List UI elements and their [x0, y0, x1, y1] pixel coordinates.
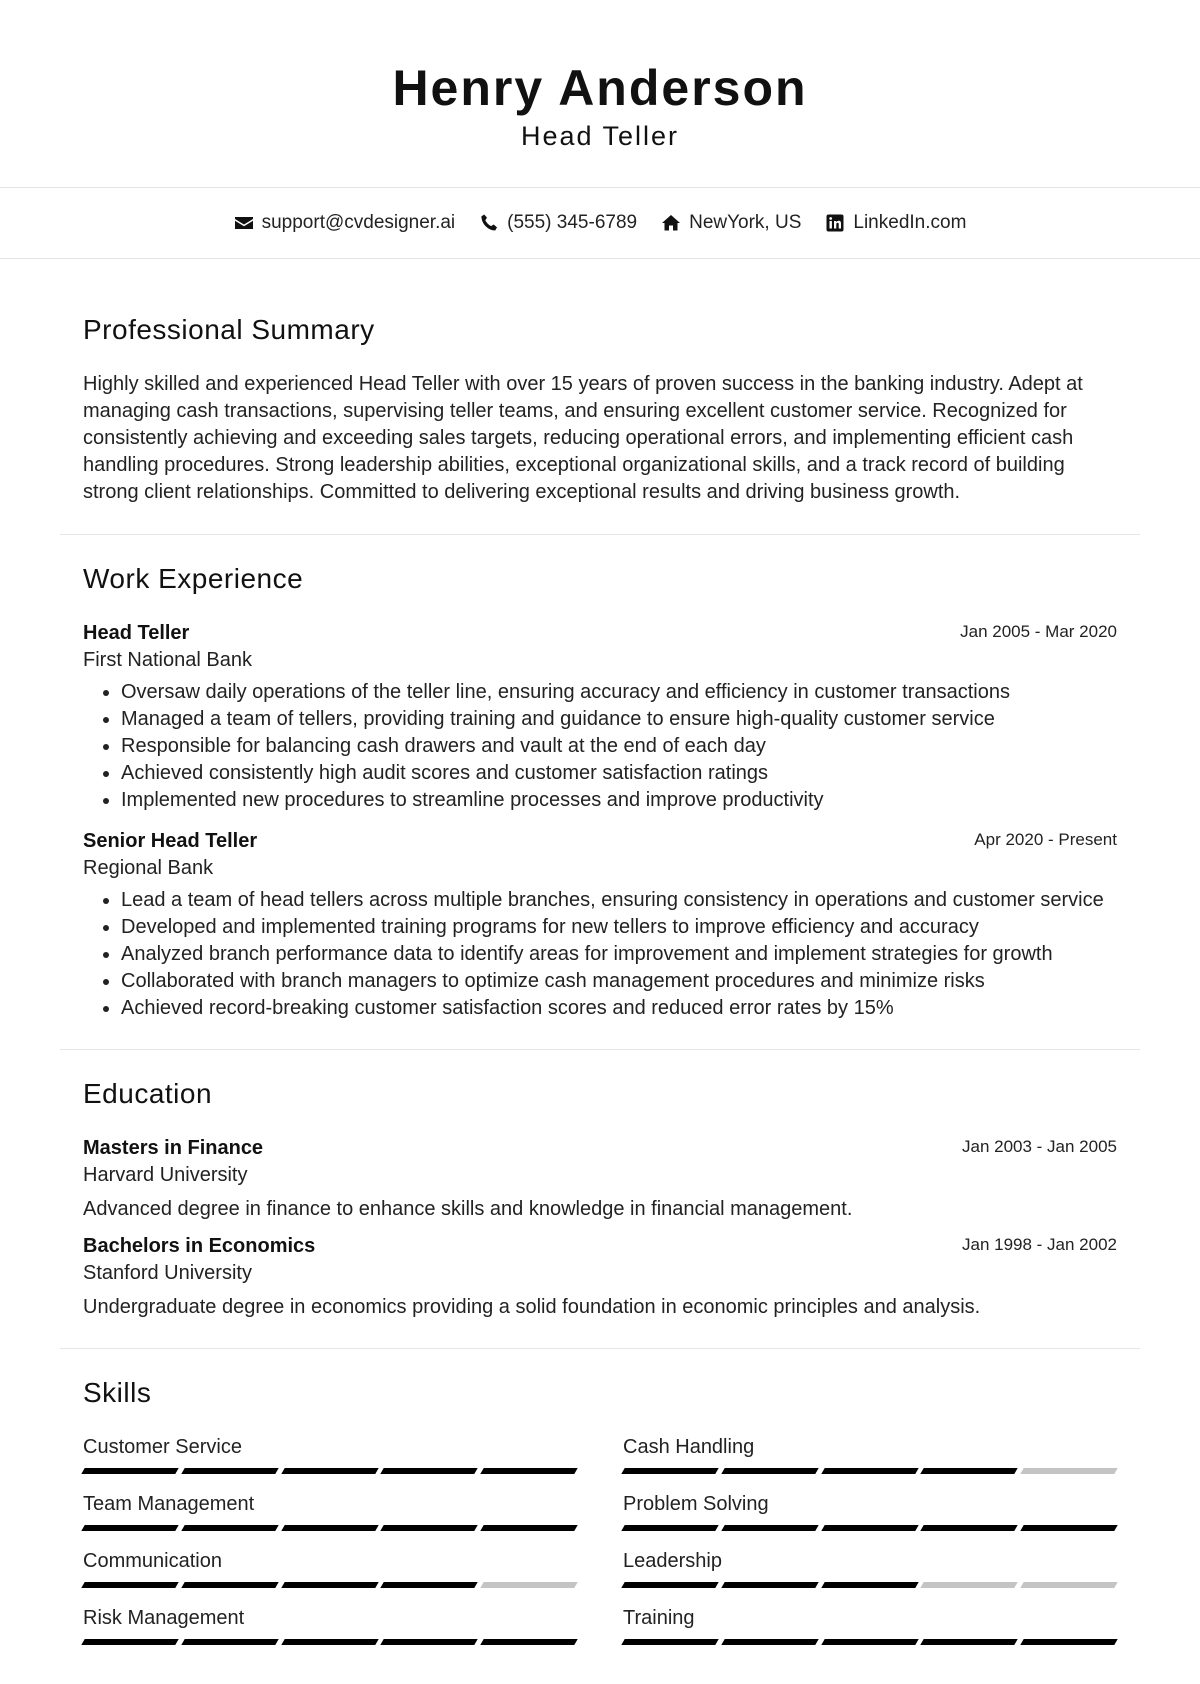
job-bullet: • Oversaw daily operations of the teller line, ensuring accuracy and efficiency in customer transactions — [121, 679, 1117, 706]
skill-segment-filled — [1020, 1639, 1117, 1645]
skill-segment-filled — [381, 1468, 478, 1474]
skill-segment-filled — [921, 1468, 1018, 1474]
skill-segment-filled — [81, 1582, 178, 1588]
education-dates: Jan 1998 - Jan 2002 — [961, 1235, 1117, 1254]
school-name: Harvard University — [83, 1164, 248, 1186]
skill-name: Team Management — [83, 1493, 255, 1515]
job-dates: Jan 2005 - Mar 2020 — [960, 622, 1117, 641]
linkedin-text[interactable]: LinkedIn.com — [853, 212, 967, 233]
summary-heading: Professional Summary — [83, 314, 375, 345]
skill-segment-filled — [381, 1639, 478, 1645]
education-description: Undergraduate degree in economics providing a solid foundation in economic principles and analysis. — [83, 1296, 981, 1318]
skill-segment-filled — [281, 1639, 378, 1645]
education-section — [60, 1050, 1140, 1349]
skill-name: Customer Service — [83, 1436, 242, 1458]
job-company: First National Bank — [83, 649, 252, 671]
skill-segment-filled — [821, 1525, 918, 1531]
job-bullets — [83, 887, 1117, 1022]
job-bullet: • Lead a team of head tellers across multiple branches, ensuring consistency in operations and customer service — [121, 887, 1117, 914]
job-bullet: • Developed and implemented training programs for new tellers to improve efficiency and accuracy — [121, 914, 1117, 941]
skill-item — [623, 1434, 1116, 1491]
skill-item — [83, 1605, 576, 1662]
skill-level-bar — [83, 1639, 576, 1645]
skill-segment-filled — [381, 1582, 478, 1588]
experience-section — [60, 535, 1140, 1050]
summary-section — [60, 314, 1140, 535]
skill-segment-filled — [480, 1525, 577, 1531]
skill-segment-filled — [281, 1468, 378, 1474]
skill-segment-empty — [480, 1582, 577, 1588]
job-bullet: • Implemented new procedures to streamline processes and improve productivity — [121, 787, 1117, 814]
email-text[interactable]: support@cvdesigner.ai — [261, 212, 456, 233]
linkedin-icon — [825, 213, 845, 233]
skill-segment-filled — [921, 1525, 1018, 1531]
job-bullet: • Achieved consistently high audit scores and customer satisfaction ratings — [121, 760, 1117, 787]
skill-segment-filled — [721, 1468, 818, 1474]
skill-segment-filled — [821, 1639, 918, 1645]
skill-level-bar — [83, 1582, 576, 1588]
skill-level-bar — [623, 1468, 1116, 1474]
skill-segment-filled — [81, 1468, 178, 1474]
home-icon — [661, 213, 681, 233]
skill-segment-empty — [921, 1582, 1018, 1588]
phone-text[interactable]: (555) 345-6789 — [507, 212, 638, 233]
contact-linkedin[interactable] — [825, 212, 966, 234]
skill-segment-filled — [621, 1582, 718, 1588]
candidate-name: Henry Anderson — [392, 60, 808, 116]
contact-phone[interactable] — [479, 212, 637, 234]
school-name: Stanford University — [83, 1262, 252, 1284]
education-entry — [83, 1135, 1117, 1223]
education-heading: Education — [83, 1078, 213, 1109]
education-entry — [83, 1233, 1117, 1321]
skill-level-bar — [83, 1468, 576, 1474]
summary-text: Highly skilled and experienced Head Teller with over 15 years of proven success in the banking industry. Adept at managing cash transactions, supervising teller teams, and ensuring excellent customer service. Recognized for consistently achieving and exceeding sales targets, reducing operational errors, and implementing efficient cash handling procedures. Strong leadership abilities, exceptional organizational skills, and a track record of building strong client relationships. Committed to delivering exceptional results and driving business growth. — [83, 373, 1083, 503]
job-entry — [83, 620, 1117, 814]
skill-segment-filled — [621, 1468, 718, 1474]
skill-item — [83, 1434, 576, 1491]
skill-segment-filled — [821, 1468, 918, 1474]
job-title: Senior Head Teller — [83, 830, 258, 852]
skill-segment-filled — [181, 1468, 278, 1474]
skill-name: Cash Handling — [623, 1436, 755, 1458]
skill-segment-filled — [721, 1639, 818, 1645]
skill-level-bar — [623, 1525, 1116, 1531]
job-bullet: • Collaborated with branch managers to optimize cash management procedures and minimize risks — [121, 968, 1117, 995]
skill-segment-filled — [381, 1525, 478, 1531]
degree-title: Bachelors in Economics — [83, 1235, 316, 1257]
contact-email[interactable] — [234, 212, 456, 234]
job-company: Regional Bank — [83, 857, 214, 879]
skill-segment-filled — [281, 1582, 378, 1588]
skills-section — [60, 1349, 1140, 1662]
location-text: NewYork, US — [689, 212, 802, 233]
skill-item — [623, 1491, 1116, 1548]
degree-title: Masters in Finance — [83, 1137, 264, 1159]
skill-item — [83, 1548, 576, 1605]
skill-name: Problem Solving — [623, 1493, 769, 1515]
skill-segment-empty — [1020, 1582, 1117, 1588]
contact-location — [661, 212, 801, 234]
skill-segment-filled — [621, 1639, 718, 1645]
candidate-title: Head Teller — [520, 121, 680, 151]
job-title: Head Teller — [83, 622, 190, 644]
skill-segment-filled — [1020, 1525, 1117, 1531]
skill-name: Communication — [83, 1550, 222, 1572]
job-bullet: • Managed a team of tellers, providing training and guidance to ensure high-quality customer service — [121, 706, 1117, 733]
skill-name: Leadership — [623, 1550, 722, 1572]
skill-segment-filled — [721, 1582, 818, 1588]
resume-header — [0, 0, 1200, 151]
job-bullet: • Responsible for balancing cash drawers and vault at the end of each day — [121, 733, 1117, 760]
job-dates: Apr 2020 - Present — [974, 830, 1117, 849]
skill-segment-filled — [721, 1525, 818, 1531]
skill-name: Training — [623, 1607, 695, 1629]
skill-item — [623, 1605, 1116, 1662]
job-bullets — [83, 679, 1117, 814]
skill-segment-filled — [281, 1525, 378, 1531]
skill-segment-filled — [181, 1639, 278, 1645]
skill-segment-filled — [480, 1639, 577, 1645]
experience-heading: Work Experience — [83, 563, 304, 594]
job-bullet: • Achieved record-breaking customer satisfaction scores and reduced error rates by 15% — [121, 995, 1117, 1022]
skills-heading: Skills — [83, 1377, 152, 1408]
job-bullet: • Analyzed branch performance data to identify areas for improvement and implement strategies for growth — [121, 941, 1117, 968]
skill-level-bar — [623, 1639, 1116, 1645]
skill-segment-empty — [1020, 1468, 1117, 1474]
skill-item — [623, 1548, 1116, 1605]
skill-segment-filled — [821, 1582, 918, 1588]
envelope-icon — [234, 213, 254, 233]
job-entry — [83, 828, 1117, 1022]
skill-segment-filled — [181, 1582, 278, 1588]
phone-icon — [479, 213, 499, 233]
skill-segment-filled — [921, 1639, 1018, 1645]
skill-segment-filled — [621, 1525, 718, 1531]
skills-grid — [83, 1434, 1117, 1662]
skill-segment-filled — [181, 1525, 278, 1531]
education-dates: Jan 2003 - Jan 2005 — [961, 1137, 1117, 1156]
skill-level-bar — [623, 1582, 1116, 1588]
education-description: Advanced degree in finance to enhance skills and knowledge in financial management. — [83, 1198, 853, 1220]
skill-item — [83, 1491, 576, 1548]
skill-level-bar — [83, 1525, 576, 1531]
skill-segment-filled — [81, 1639, 178, 1645]
skill-name: Risk Management — [83, 1607, 245, 1629]
skill-segment-filled — [480, 1468, 577, 1474]
skill-segment-filled — [81, 1525, 178, 1531]
contact-bar — [0, 187, 1200, 259]
